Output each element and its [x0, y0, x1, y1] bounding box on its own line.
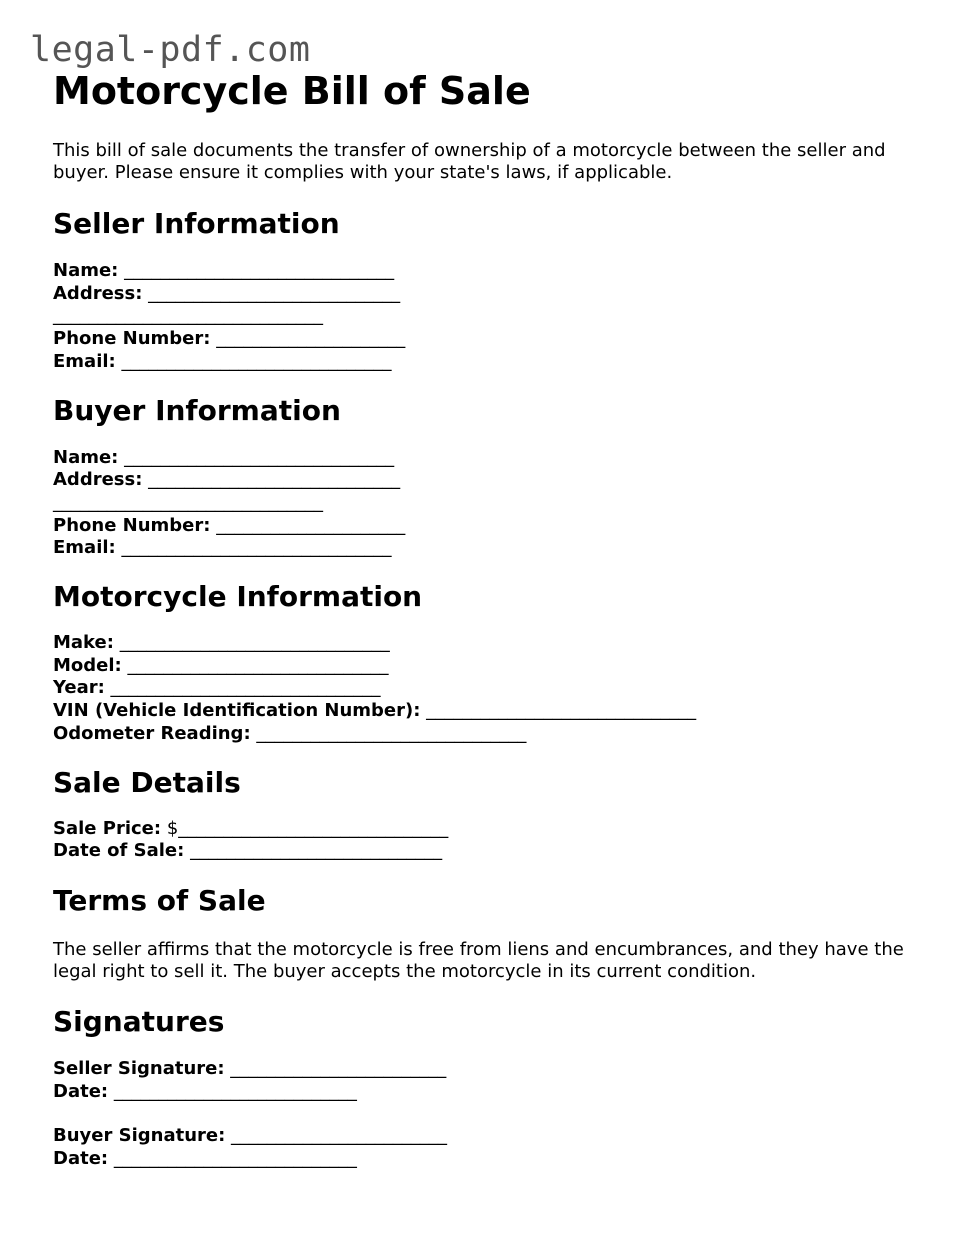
- buyer-signature-field[interactable]: [53, 1125, 933, 1148]
- intro-paragraph: This bill of sale documents the transfer of ownership of a motorcycle between the seller and buyer. Please ensure it complies with your state's laws, if applicable.: [53, 140, 886, 183]
- seller-phone-field[interactable]: [53, 328, 933, 351]
- make-field[interactable]: [53, 632, 933, 655]
- terms-heading: Terms of Sale: [53, 883, 266, 917]
- field-label: Seller Signature:: [53, 1057, 225, 1079]
- field-blank: ___________________________: [113, 1080, 357, 1102]
- field-label: Email:: [53, 537, 116, 559]
- field-label: Date of Sale:: [53, 840, 185, 862]
- motorcycle-fields: [53, 632, 933, 746]
- vin-field[interactable]: [53, 700, 933, 723]
- field-blank: ______________________________: [121, 537, 392, 559]
- field-blank: ______________________________: [124, 446, 395, 468]
- field-label: Model:: [53, 654, 122, 676]
- field-blank: ____________________________: [148, 469, 401, 491]
- watermark: legal-pdf.com: [30, 30, 311, 70]
- signatures-heading: Signatures: [53, 1004, 225, 1038]
- buyer-phone-field[interactable]: [53, 515, 933, 538]
- field-label: VIN (Vehicle Identification Number):: [53, 700, 421, 722]
- field-blank: _____________________: [216, 328, 406, 350]
- seller-email-field[interactable]: [53, 351, 933, 374]
- field-label: Year:: [53, 677, 105, 699]
- sale-details-heading: Sale Details: [53, 765, 241, 799]
- field-blank: _____________________________: [127, 654, 389, 676]
- sale-price-field[interactable]: [53, 818, 933, 841]
- document-title: Motorcycle Bill of Sale: [53, 69, 531, 113]
- signature-fields: [53, 1058, 933, 1171]
- currency-prefix: $: [166, 817, 179, 839]
- model-field[interactable]: [53, 655, 933, 678]
- field-label: Buyer Signature:: [53, 1125, 226, 1147]
- seller-signature-date-field[interactable]: [53, 1081, 933, 1104]
- field-blank: ______________________________: [256, 722, 527, 744]
- seller-address-field[interactable]: [53, 283, 933, 306]
- field-blank: ___________________________: [113, 1148, 357, 1170]
- field-label: Make:: [53, 632, 114, 654]
- field-blank: ______________________________: [110, 677, 381, 699]
- buyer-address-field[interactable]: [53, 469, 933, 492]
- field-label: Email:: [53, 350, 116, 372]
- field-label: Phone Number:: [53, 514, 211, 536]
- seller-name-field[interactable]: [53, 260, 933, 283]
- buyer-fields: [53, 447, 933, 561]
- field-blank: ______________________________: [426, 700, 697, 722]
- field-blank: ________________________: [231, 1125, 448, 1147]
- document-page: [53, 68, 933, 1171]
- field-blank: ______________________________: [121, 350, 392, 372]
- date-of-sale-field[interactable]: [53, 840, 933, 863]
- seller-signature-field[interactable]: [53, 1058, 933, 1081]
- spacer: [53, 1103, 933, 1125]
- sale-fields: [53, 818, 933, 863]
- buyer-address-line2[interactable]: [53, 492, 933, 515]
- year-field[interactable]: [53, 677, 933, 700]
- field-blank: ______________________________: [53, 491, 323, 513]
- field-blank: ______________________________: [53, 305, 323, 327]
- field-label: Address:: [53, 282, 143, 304]
- field-label: Address:: [53, 469, 143, 491]
- field-blank: ____________________________: [190, 840, 443, 862]
- field-label: Date:: [53, 1148, 109, 1170]
- odometer-field[interactable]: [53, 723, 933, 746]
- field-label: Name:: [53, 446, 119, 468]
- field-blank: ______________________________: [124, 260, 395, 281]
- field-label: Odometer Reading:: [53, 722, 251, 744]
- buyer-signature-date-field[interactable]: [53, 1148, 933, 1171]
- buyer-heading: Buyer Information: [53, 393, 341, 427]
- seller-address-line2[interactable]: [53, 305, 933, 328]
- field-label: Name:: [53, 260, 119, 281]
- field-blank: _____________________: [216, 514, 406, 536]
- field-blank: ______________________________: [119, 632, 390, 654]
- field-label: Phone Number:: [53, 328, 211, 350]
- seller-heading: Seller Information: [53, 207, 340, 240]
- field-blank: ______________________________: [178, 817, 449, 839]
- field-label: Date:: [53, 1080, 109, 1102]
- field-blank: ________________________: [230, 1057, 447, 1079]
- seller-fields: [53, 260, 933, 374]
- motorcycle-heading: Motorcycle Information: [53, 580, 423, 614]
- buyer-name-field[interactable]: [53, 447, 933, 470]
- field-label: Sale Price:: [53, 817, 162, 839]
- buyer-email-field[interactable]: [53, 537, 933, 560]
- field-blank: ____________________________: [148, 282, 401, 304]
- terms-paragraph: The seller affirms that the motorcycle is free from liens and encumbrances, and they have the legal right to sell it. The buyer accepts the motorcycle in its current condition.: [53, 938, 904, 982]
